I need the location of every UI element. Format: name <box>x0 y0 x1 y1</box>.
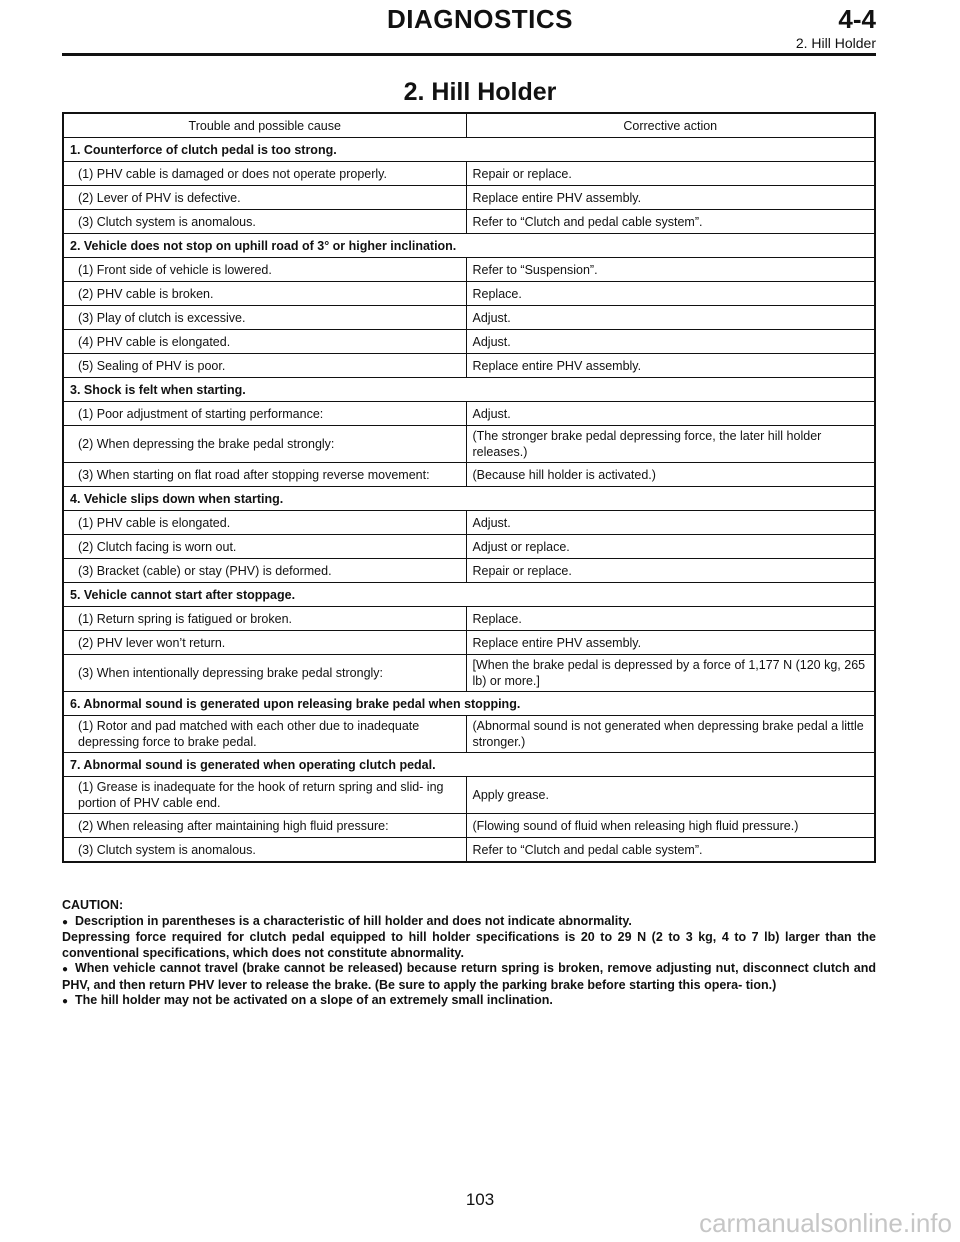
table-row <box>63 258 875 282</box>
header-section-code: 4-4 <box>838 4 876 34</box>
caution-bullet-2 <box>62 961 876 993</box>
cause-cell: (1) Front side of vehicle is lowered. <box>63 258 466 282</box>
cause-cell: (1) Grease is inadequate for the hook of return spring and slid- ing portion of PHV cable end. <box>63 777 466 814</box>
table-row <box>63 607 875 631</box>
table-row <box>63 330 875 354</box>
table-row <box>63 463 875 487</box>
table-row <box>63 655 875 692</box>
table-row <box>63 282 875 306</box>
cause-cell: (1) Poor adjustment of starting performance: <box>63 402 466 426</box>
table-row <box>63 210 875 234</box>
table-row <box>63 814 875 838</box>
table-row <box>63 162 875 186</box>
cause-cell: (2) When depressing the brake pedal strongly: <box>63 426 466 463</box>
cause-cell: (2) PHV lever won’t return. <box>63 631 466 655</box>
header-subtitle: 2. Hill Holder <box>795 35 876 51</box>
table-category-row <box>63 583 875 607</box>
table-category-row <box>63 234 875 258</box>
table-row <box>63 186 875 210</box>
caution-block <box>62 898 876 1010</box>
table-row <box>63 535 875 559</box>
column-header-action: Corrective action <box>466 113 875 138</box>
cause-cell: (3) Clutch system is anomalous. <box>63 210 466 234</box>
table-row <box>63 426 875 463</box>
bullet-icon <box>62 993 75 1010</box>
action-cell: Adjust. <box>466 511 875 535</box>
column-header-cause: Trouble and possible cause <box>63 113 466 138</box>
category-title: 4. Vehicle slips down when starting. <box>63 487 875 511</box>
table-category-row <box>63 487 875 511</box>
cause-cell: (3) When starting on flat road after stopping reverse movement: <box>63 463 466 487</box>
cause-cell: (3) Bracket (cable) or stay (PHV) is deformed. <box>63 559 466 583</box>
table-category-row <box>63 378 875 402</box>
header-title: DIAGNOSTICS <box>386 4 574 34</box>
cause-cell: (3) Clutch system is anomalous. <box>63 838 466 863</box>
category-title: 5. Vehicle cannot start after stoppage. <box>63 583 875 607</box>
watermark: carmanualsonline.info <box>699 1208 952 1238</box>
action-cell: (Abnormal sound is not generated when depressing brake pedal a little stronger.) <box>466 716 875 753</box>
action-cell: Adjust. <box>466 306 875 330</box>
caution-bullet-2-text: When vehicle cannot travel (brake cannot be released) because return spring is broken, remove adjusting nut, disconnect clutch and PHV, and then return PHV lever to release the brake. (Be sure to apply the parking brake before starting this opera- tion.) <box>62 961 876 992</box>
bullet-icon <box>62 961 75 978</box>
category-title: 6. Abnormal sound is generated upon releasing brake pedal when stopping. <box>63 692 875 716</box>
action-cell: (Because hill holder is activated.) <box>466 463 875 487</box>
caution-bullet-1 <box>62 914 876 931</box>
action-cell: Adjust. <box>466 330 875 354</box>
cause-cell: (3) When intentionally depressing brake pedal strongly: <box>63 655 466 692</box>
table-header-row <box>63 113 875 138</box>
action-cell: Repair or replace. <box>466 162 875 186</box>
caution-bullet-3 <box>62 993 876 1010</box>
table-row <box>63 559 875 583</box>
table-row <box>63 402 875 426</box>
category-title: 3. Shock is felt when starting. <box>63 378 875 402</box>
cause-cell: (3) Play of clutch is excessive. <box>63 306 466 330</box>
table-row <box>63 511 875 535</box>
action-cell: Replace entire PHV assembly. <box>466 354 875 378</box>
category-title: 7. Abnormal sound is generated when operating clutch pedal. <box>63 753 875 777</box>
table-row <box>63 631 875 655</box>
cause-cell: (1) Rotor and pad matched with each other due to inadequate depressing force to brake pedal. <box>63 716 466 753</box>
table-body <box>63 138 875 863</box>
table-row <box>63 716 875 753</box>
cause-cell: (1) Return spring is fatigued or broken. <box>63 607 466 631</box>
cause-cell: (2) When releasing after maintaining high fluid pressure: <box>63 814 466 838</box>
category-title: 2. Vehicle does not stop on uphill road of 3° or higher inclination. <box>63 234 875 258</box>
action-cell: [When the brake pedal is depressed by a force of 1,177 N (120 kg, 265 lb) or more.] <box>466 655 875 692</box>
action-cell: Repair or replace. <box>466 559 875 583</box>
cause-cell: (1) PHV cable is damaged or does not operate properly. <box>63 162 466 186</box>
caution-heading: CAUTION: <box>62 898 124 912</box>
cause-cell: (2) Clutch facing is worn out. <box>63 535 466 559</box>
action-cell: Replace entire PHV assembly. <box>466 631 875 655</box>
caution-paragraph: Depressing force required for clutch pedal equipped to hill holder specifications is 20 to 29 N (2 to 3 kg, 4 to 7 lb) larger than the conventional specifications, which does not constitute abnormality. <box>62 930 876 960</box>
action-cell: (The stronger brake pedal depressing force, the later hill holder releases.) <box>466 426 875 463</box>
section-title: 2. Hill Holder <box>403 78 557 106</box>
table-row <box>63 306 875 330</box>
caution-bullet-1-text: Description in parentheses is a characteristic of hill holder and does not indicate abnormality. <box>75 913 632 928</box>
action-cell: Adjust. <box>466 402 875 426</box>
action-cell: Apply grease. <box>466 777 875 814</box>
action-cell: Refer to “Clutch and pedal cable system”. <box>466 838 875 863</box>
category-title: 1. Counterforce of clutch pedal is too strong. <box>63 138 875 162</box>
action-cell: Refer to “Clutch and pedal cable system”. <box>466 210 875 234</box>
table-row <box>63 354 875 378</box>
action-cell: (Flowing sound of fluid when releasing high fluid pressure.) <box>466 814 875 838</box>
table-category-row <box>63 753 875 777</box>
table-row <box>63 777 875 814</box>
page-number: 103 <box>465 1190 495 1209</box>
action-cell: Replace. <box>466 607 875 631</box>
cause-cell: (4) PHV cable is elongated. <box>63 330 466 354</box>
cause-cell: (1) PHV cable is elongated. <box>63 511 466 535</box>
cause-cell: (5) Sealing of PHV is poor. <box>63 354 466 378</box>
table-category-row <box>63 138 875 162</box>
table-category-row <box>63 692 875 716</box>
cause-cell: (2) PHV cable is broken. <box>63 282 466 306</box>
table-row <box>63 838 875 863</box>
action-cell: Refer to “Suspension”. <box>466 258 875 282</box>
troubleshooting-table <box>62 112 876 863</box>
action-cell: Adjust or replace. <box>466 535 875 559</box>
action-cell: Replace entire PHV assembly. <box>466 186 875 210</box>
action-cell: Replace. <box>466 282 875 306</box>
header-rule <box>62 53 876 56</box>
cause-cell: (2) Lever of PHV is defective. <box>63 186 466 210</box>
caution-bullet-3-text: The hill holder may not be activated on a slope of an extremely small inclination. <box>75 993 553 1007</box>
bullet-icon <box>62 914 75 931</box>
